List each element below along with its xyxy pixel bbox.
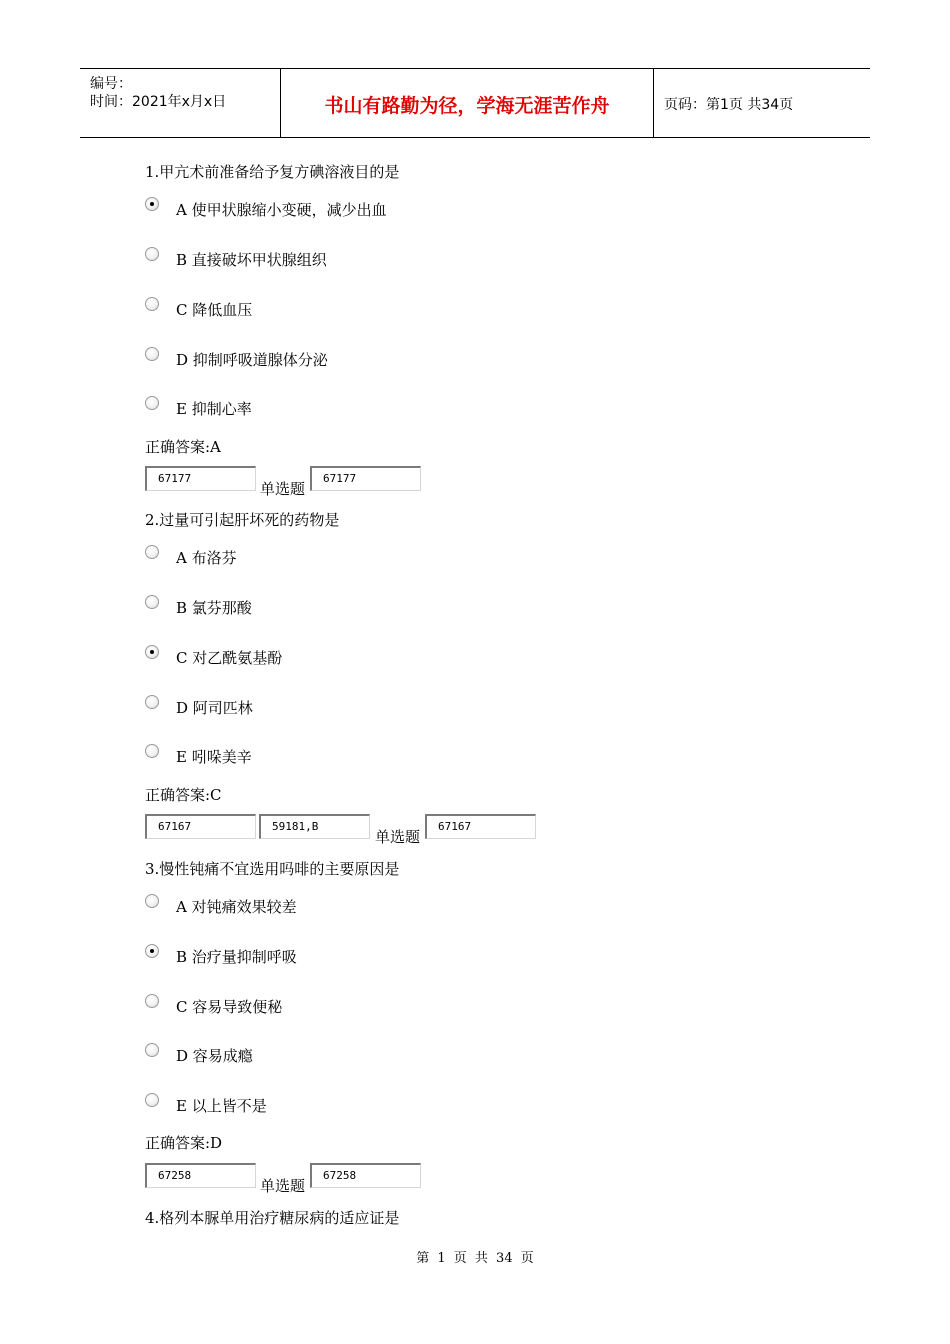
option-label: E 吲哚美辛: [176, 748, 252, 766]
radio-button[interactable]: [145, 894, 159, 908]
question-type: 单选题: [260, 1177, 306, 1195]
header-page-cell: [654, 69, 870, 137]
question-type: 单选题: [375, 828, 421, 846]
header-motto-cell: [281, 69, 654, 137]
correct-answer: 正确答案:C: [145, 786, 222, 804]
radio-button[interactable]: [145, 595, 159, 609]
header-motto: 书山有路勤为径，学海无涯苦作舟: [324, 95, 610, 117]
radio-button[interactable]: [145, 247, 159, 261]
option-label: B 氯芬那酸: [176, 599, 252, 617]
radio-button[interactable]: [145, 944, 159, 958]
id-field[interactable]: 67258: [310, 1163, 421, 1188]
correct-answer: 正确答案:A: [145, 438, 221, 456]
radio-button[interactable]: [145, 994, 159, 1008]
radio-button[interactable]: [145, 297, 159, 311]
option-label: A 使甲状腺缩小变硬，减少出血: [176, 201, 387, 219]
header-page-info: 页码：第1页 共34页: [664, 97, 794, 113]
radio-button[interactable]: [145, 645, 159, 659]
option-label: A 对钝痛效果较差: [176, 898, 297, 916]
option-label: B 治疗量抑制呼吸: [176, 948, 297, 966]
radio-button[interactable]: [145, 695, 159, 709]
question-title: 1.甲亢术前准备给予复方碘溶液目的是: [145, 163, 400, 181]
option-label: D 抑制呼吸道腺体分泌: [176, 351, 328, 369]
header-meta-cell: [80, 69, 281, 137]
radio-button[interactable]: [145, 545, 159, 559]
option-label: D 容易成瘾: [176, 1047, 253, 1065]
page-footer: 第 1 页 共 34 页: [416, 1251, 534, 1266]
correct-answer: 正确答案:D: [145, 1134, 223, 1152]
question-type: 单选题: [260, 480, 306, 498]
question-title: 2.过量可引起肝坏死的药物是: [145, 511, 340, 529]
question-title: 4.格列本脲单用治疗糖尿病的适应证是: [145, 1209, 400, 1227]
option-label: B 直接破坏甲状腺组织: [176, 251, 327, 269]
id-field[interactable]: 67177: [145, 466, 256, 491]
radio-button[interactable]: [145, 396, 159, 410]
option-label: C 对乙酰氨基酚: [176, 649, 283, 667]
radio-button[interactable]: [145, 197, 159, 211]
id-field[interactable]: 67167: [145, 814, 256, 839]
id-field[interactable]: 67258: [145, 1163, 256, 1188]
option-label: E 以上皆不是: [176, 1097, 267, 1115]
radio-button[interactable]: [145, 744, 159, 758]
option-label: C 降低血压: [176, 301, 253, 319]
header-number-label: 编号：: [90, 76, 132, 92]
question-title: 3.慢性钝痛不宜选用吗啡的主要原因是: [145, 860, 400, 878]
option-label: A 布洛芬: [176, 549, 237, 567]
radio-button[interactable]: [145, 1093, 159, 1107]
option-label: D 阿司匹林: [176, 699, 253, 717]
id-field[interactable]: 59181,B: [259, 814, 370, 839]
id-field[interactable]: 67167: [425, 814, 536, 839]
option-label: E 抑制心率: [176, 400, 252, 418]
radio-button[interactable]: [145, 347, 159, 361]
radio-button[interactable]: [145, 1043, 159, 1057]
option-label: C 容易导致便秘: [176, 998, 283, 1016]
page-header: [80, 68, 870, 138]
id-field[interactable]: 67177: [310, 466, 421, 491]
header-time-label: 时间：2021年x月x日: [90, 94, 227, 110]
